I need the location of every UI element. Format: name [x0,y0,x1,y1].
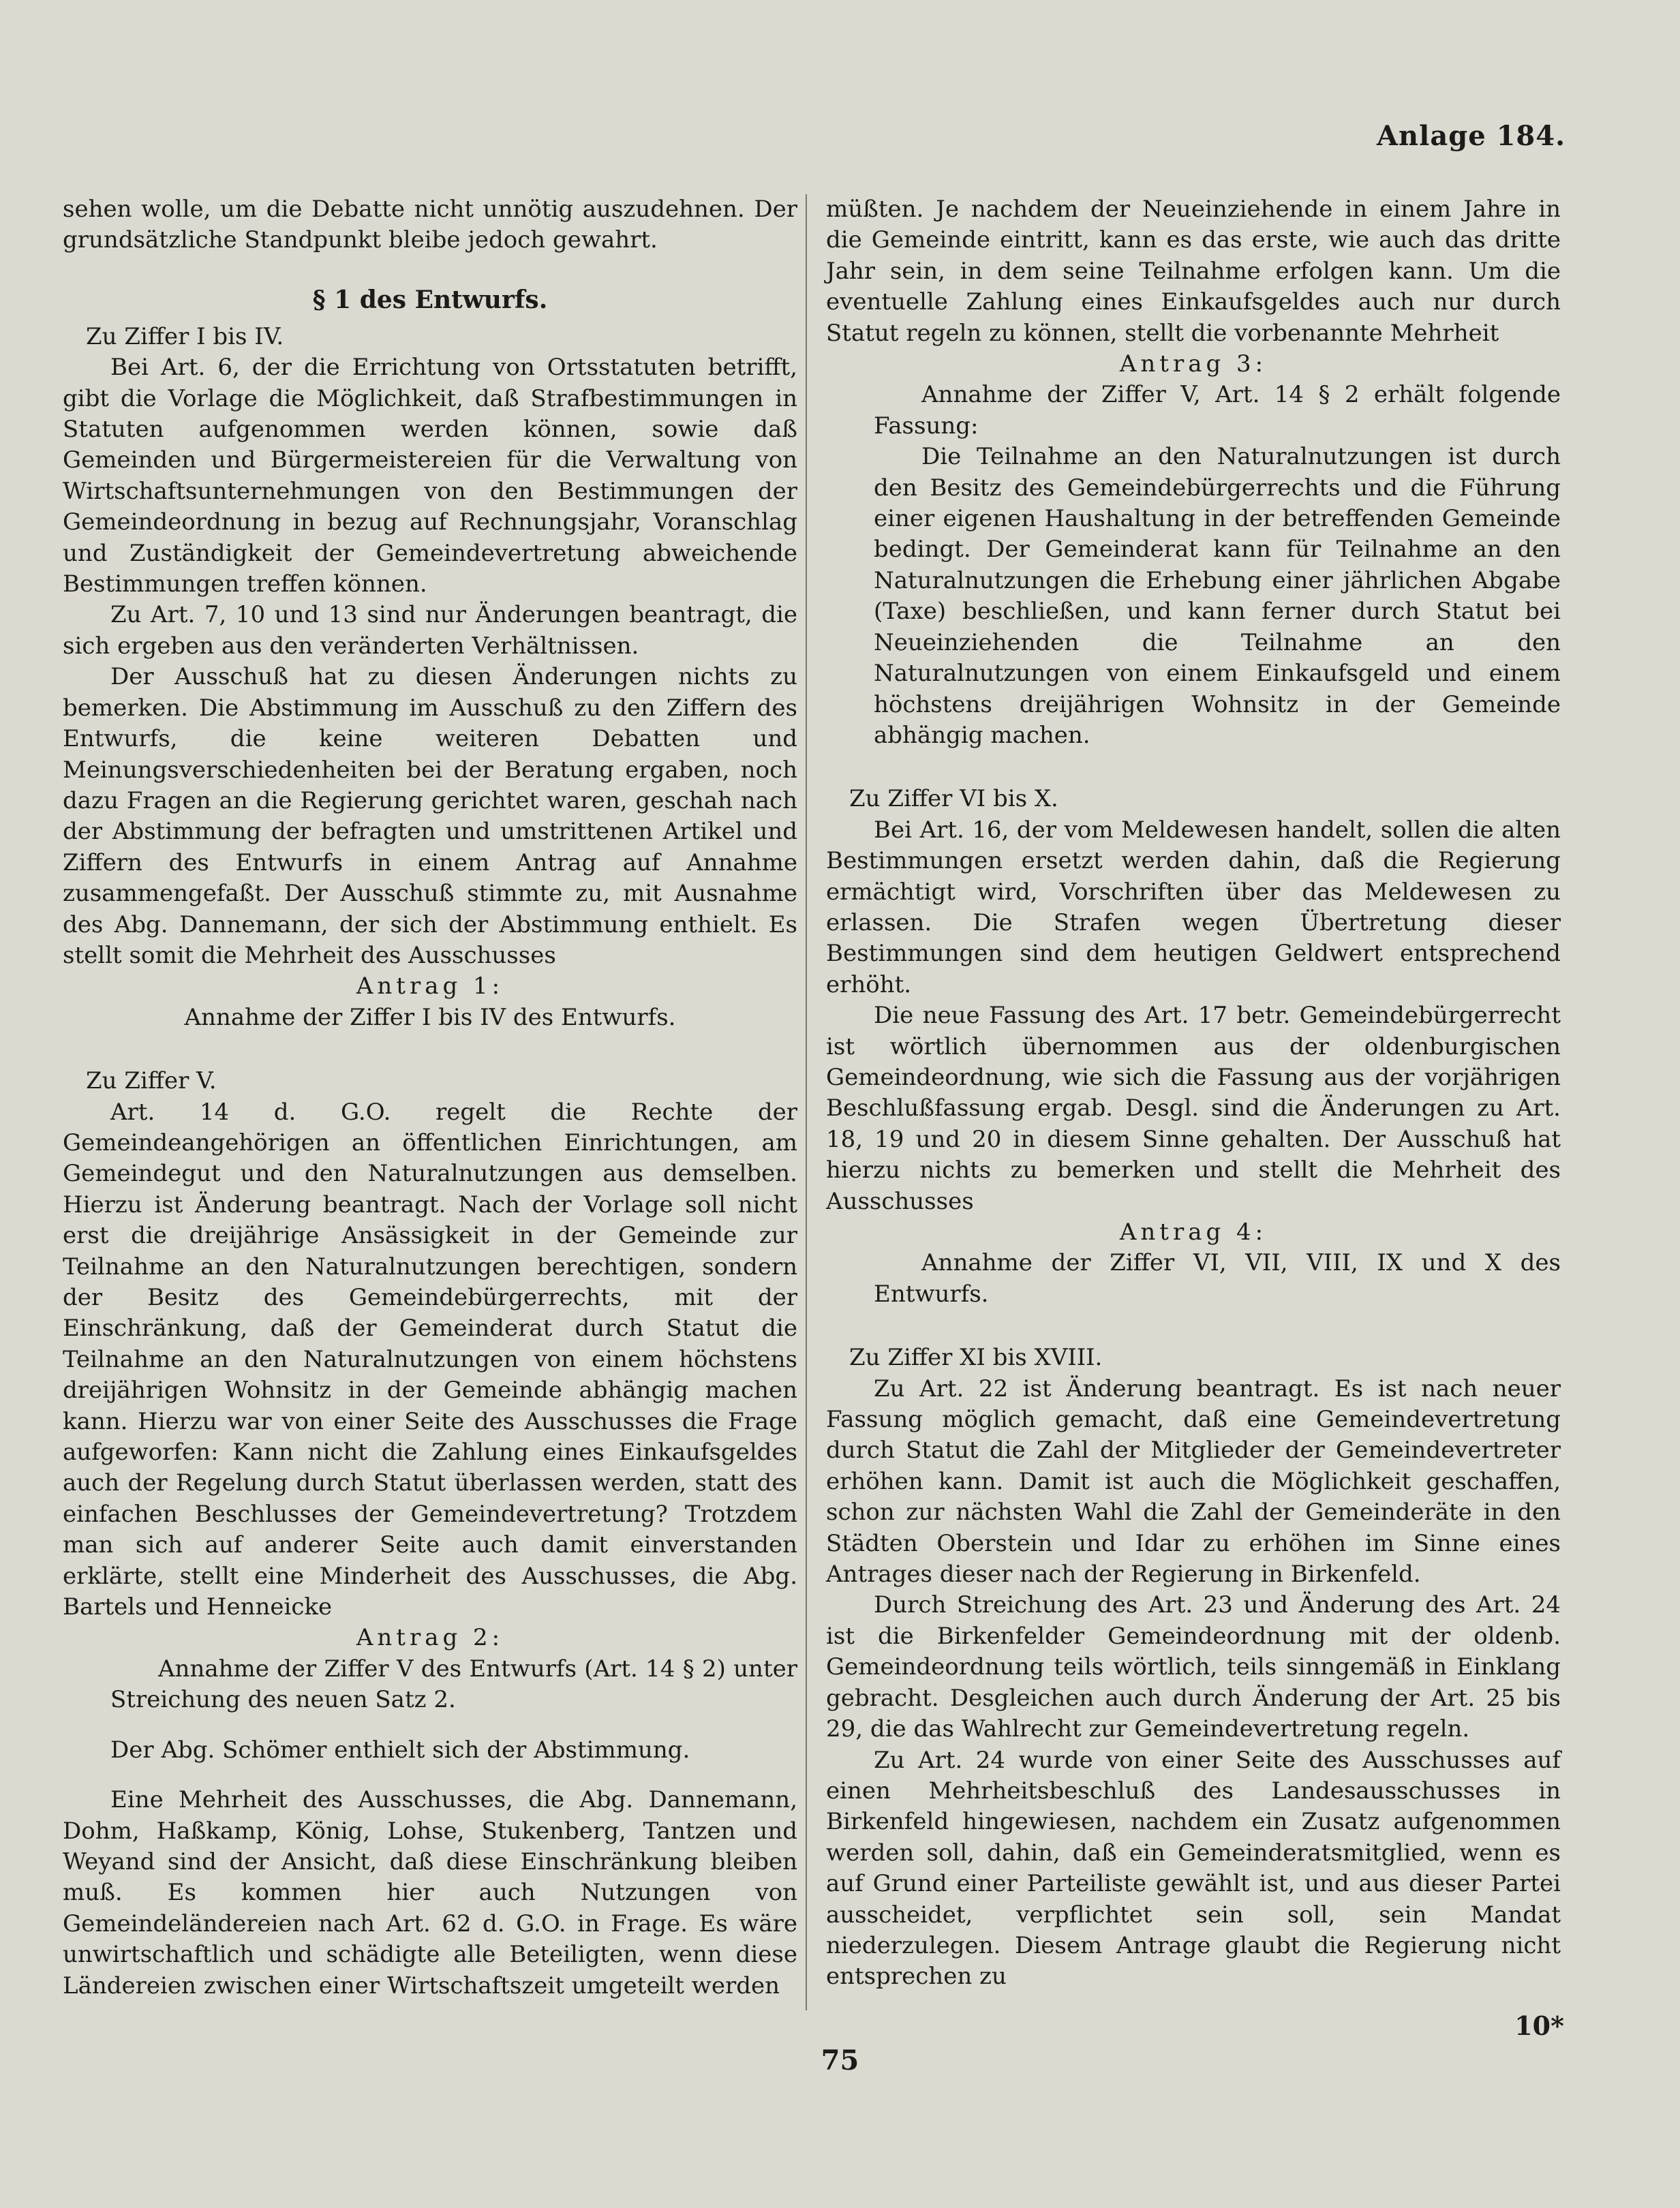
quoted-text: Die Teilnahme an den Naturalnutzungen ist durch den Besitz des Gemeindebürgerrechts und die Führung einer eigenen Haushaltung in der betreffenden Gemeinde bedingt. Der Gemeinderat kann für Teilnahme an den Naturalnutzungen die Erhebung einer jährlichen Abgabe (Taxe) beschließen, und kann ferner durch Statut bei Neueinziehenden die Teilnahme an den Naturalnutzungen von einem Einkaufsgeld und einem höchstens dreijährigen Wohnsitz in der Gemeinde abhängig machen. [874,443,1561,749]
subsection-heading: Zu Ziffer VI bis X. [849,785,1058,813]
paragraph: Bei Art. 16, der vom Meldewesen handelt, sollen die alten Bestimmungen ersetzt werden dahin, daß die Regierung ermächtigt wird, Vorschriften über das Meldewesen zu erlassen. Die Strafen wegen Übertretung dieser Bestimmungen sind dem heutigen Geldwert entsprechend erhöht. [826,816,1561,998]
paragraph: Art. 14 d. G.O. regelt die Rechte der Gemeindeangehörigen an öffentlichen Einrichtungen, am Gemeindegut und den Naturalnutzungen aus demselben. Hierzu ist Änderung beantragt. Nach der Vorlage soll nicht erst die dreijährige Ansässigkeit in der Gemeinde zur Teilnahme an den Naturalnutzungen berechtigen, sondern der Besitz des Gemeindebürgerrechts, mit der Einschränkung, daß der Gemeinderat durch Statut die Teilnahme an den Naturalnutzungen von einem höchstens dreijährigen Wohnsitz in der Gemeinde abhängig machen kann. Hierzu war von einer Seite des Ausschusses die Frage aufgeworfen: Kann nicht die Zahlung eines Einkaufsgeldes auch der Regelung durch Statut überlassen werden, statt des einfachen Beschlusses der Gemeindevertretung? Trotzdem man sich auf anderer Seite auch damit einverstanden erklärte, stellt eine Minderheit des Ausschusses, die Abg. Bartels und Henneicke [63,1098,797,1621]
paragraph: Eine Mehrheit des Ausschusses, die Abg. Dannemann, Dohm, Haßkamp, König, Lohse, Stukenberg, Tantzen und Weyand sind der Ansicht, daß diese Einschränkung bleiben muß. Es kommen hier auch Nutzungen von Gemeindeländereien nach Art. 62 d. G.O. in Frage. Es wäre unwirtschaftlich und schädigte alle Beteiligten, wenn diese Ländereien zwischen einer Wirtschaftszeit umgeteilt werden [63,1786,797,1999]
paragraph: Zu Art. 7, 10 und 13 sind nur Änderungen beantragt, die sich ergeben aus den veränderten Verhältnissen. [63,601,797,660]
paragraph: Der Ausschuß hat zu diesen Änderungen nichts zu bemerken. Die Abstimmung im Ausschuß zu den Ziffern des Entwurfs, die keine weiteren Debatten und Meinungsverschiedenheiten bei der Beratung ergaben, noch dazu Fragen an die Regierung gerichtet waren, geschah nach der Abstimmung der befragten und umstrittenen Artikel und Ziffern des Entwurfs in einem Antrag auf Annahme zusammengefaßt. Der Ausschuß stimmte zu, mit Ausnahme des Abg. Dannemann, der sich der Abstimmung enthielt. Es stellt somit die Mehrheit des Ausschusses [63,663,797,969]
motion-text: Annahme der Ziffer I bis IV des Entwurfs. [184,1003,676,1031]
page-header: Anlage 184. [1377,120,1566,152]
signature-mark: 10* [1514,2010,1564,2041]
subsection-heading: Zu Ziffer XI bis XVIII. [849,1344,1103,1372]
paragraph: Die neue Fassung des Art. 17 betr. Gemeindebürgerrecht ist wörtlich übernommen aus der oldenburgischen Gemeindeordnung, wie sich die Fassung aus der vorjährigen Beschlußfassung ergab. Desgl. sind die Änderungen zu Art. 18, 19 und 20 in diesem Sinne gehalten. Der Ausschuß hat hierzu nichts zu bemerken und stellt die Mehrheit des Ausschusses [826,1002,1561,1215]
motion-text: Annahme der Ziffer V, Art. 14 § 2 erhält folgende Fassung: [874,381,1561,440]
motion-label: Antrag 2: [356,1624,504,1652]
motion-text: Annahme der Ziffer V des Entwurfs (Art. 14 § 2) unter Streichung des neuen Satz 2. [110,1655,797,1714]
motion-text: Annahme der Ziffer VI, VII, VIII, IX und X des Entwurfs. [874,1249,1561,1308]
paragraph: Bei Art. 6, der die Errichtung von Ortsstatuten betrifft, gibt die Vorlage die Möglichkeit, daß Strafbestimmungen in Statuten aufgenommen werden können, sowie daß Gemeinden und Bürgermeistereien für die Verwaltung von Wirtschaftsunternehmungen von den Bestimmungen der Gemeindeordnung in bezug auf Rechnungsjahr, Voranschlag und Zuständigkeit der Gemeindevertretung abweichende Bestimmungen treffen können. [63,354,797,598]
left-column [63,194,797,2002]
paragraph: sehen wolle, um die Debatte nicht unnötig auszudehnen. Der grundsätzliche Standpunkt bleibe jedoch gewahrt. [63,196,797,254]
column-divider [806,194,807,2010]
motion-label: Antrag 4: [1119,1218,1268,1246]
right-column [826,194,1561,1993]
motion-label: Antrag 3: [1119,350,1268,378]
paragraph: Zu Art. 22 ist Änderung beantragt. Es ist nach neuer Fassung möglich gemacht, daß eine Gemeindevertretung durch Statut die Zahl der Mitglieder der Gemeindevertreter erhöhen kann. Damit ist auch die Möglichkeit geschaffen, schon zur nächsten Wahl die Zahl der Gemeinderäte in den Städten Oberstein und Idar zu erhöhen im Sinne eines Antrages dieser nach der Regierung in Birkenfeld. [826,1375,1561,1589]
paragraph: müßten. Je nachdem der Neueinziehende in einem Jahre in die Gemeinde eintritt, kann es das erste, wie auch das dritte Jahr sein, in dem seine Teilnahme erfolgen kann. Um die eventuelle Zahlung eines Einkaufsgeldes auch nur durch Statut regeln zu können, stellt die vorbenannte Mehrheit [826,196,1561,347]
paragraph: Durch Streichung des Art. 23 und Änderung des Art. 24 ist die Birkenfelder Gemeindeordnung mit der oldenb. Gemeindeordnung teils wörtlich, teils sinngemäß in Einklang gebracht. Desgleichen auch durch Änderung der Art. 25 bis 29, die das Wahlrecht zur Gemeindevertretung regeln. [826,1591,1561,1743]
subsection-heading: Zu Ziffer I bis IV. [86,322,284,350]
subsection-heading: Zu Ziffer V. [86,1067,217,1095]
page-number: 75 [821,2044,859,2076]
paragraph: Zu Art. 24 wurde von einer Seite des Ausschusses auf einen Mehrheitsbeschluß des Landesausschusses in Birkenfeld hingewiesen, nachdem ein Zusatz aufgenommen werden soll, dahin, daß ein Gemeinderatsmitglied, wenn es auf Grund einer Parteiliste gewählt ist, und aus dieser Partei ausscheidet, verpflichtet sein soll, sein Mandat niederzulegen. Diesem Antrage glaubt die Regierung nicht entsprechen zu [826,1746,1561,1991]
motion-label: Antrag 1: [356,972,504,1000]
paragraph: Der Abg. Schömer enthielt sich der Abstimmung. [110,1736,690,1764]
section-heading: § 1 des Entwurfs. [312,285,548,314]
